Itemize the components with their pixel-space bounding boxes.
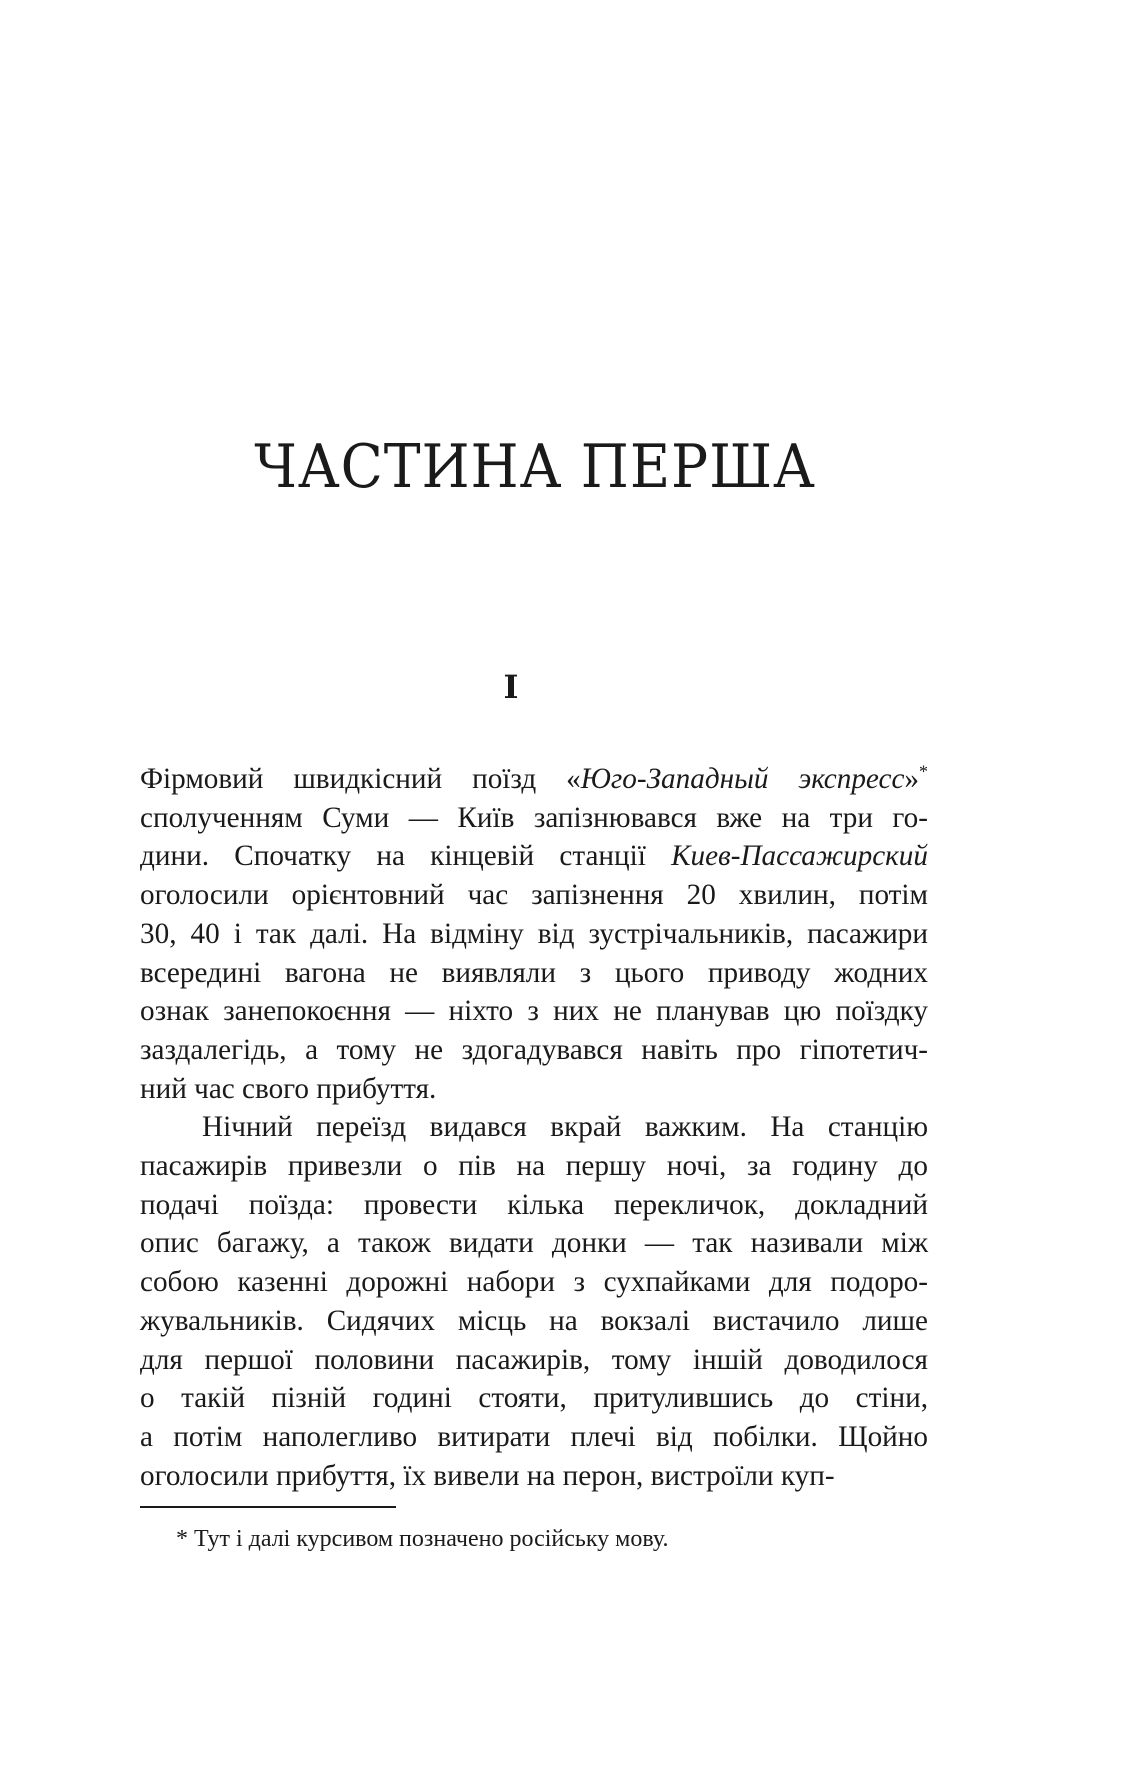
text-line: дини. Спочатку на кінцевій станції Киев-Пассажирский (140, 840, 928, 873)
text-line: подачі поїзда: провести кілька перекличок, докладний (140, 1188, 928, 1221)
text-line: ний час свого прибуття. (140, 1072, 437, 1105)
text-line: оголосили орієнтовний час запізнення 20 хвилин, потім (140, 879, 928, 912)
text-line: опис багажу, а також видати донки — так називали між (140, 1227, 928, 1260)
footnote: * Тут і далі курсивом позначено російську мову. (176, 1526, 669, 1552)
part-title: ЧАСТИНА ПЕРША (254, 432, 816, 502)
text-line: 30, 40 і так далі. На відміну від зустрічальників, пасажири (140, 917, 928, 950)
text-line: Нічний переїзд видався вкрай важким. На станцію (202, 1111, 928, 1144)
footnote-marker: * (919, 761, 928, 782)
text-line: заздалегідь, а тому не здогадувався навіть про гіпотетич- (140, 1033, 928, 1066)
text-line: пасажирів привезли о пів на першу ночі, за годину до (140, 1150, 928, 1183)
paragraph (140, 760, 928, 1108)
paragraph (140, 1108, 928, 1495)
text-line: ознак занепокоєння — ніхто з них не планував цю поїздку (140, 995, 928, 1028)
italic-text: Юго-Западный экспресс (580, 763, 905, 795)
chapter-number: I (503, 668, 519, 706)
text-line: а потім наполегливо витирати плечі від побілки. Щойно (140, 1420, 928, 1453)
italic-text: Киев-Пассажирский (671, 840, 928, 873)
text-line: всередині вагона не виявляли з цього приводу жодних (140, 956, 928, 989)
text-line: оголосили прибуття, їх вивели на перон, вистроїли куп- (140, 1459, 835, 1492)
text-line: сполученням Суми — Київ запізнювався вже на три го- (140, 801, 928, 834)
footnote-divider (140, 1506, 396, 1508)
text-line: собою казенні дорожні набори з сухпайками для подоро- (140, 1266, 928, 1299)
text-line: о такій пізній годині стояти, притулившись до стіни, (140, 1382, 928, 1415)
text-line: Фірмовий швидкісний поїзд «Юго-Западный экспресс»* (140, 761, 928, 795)
body-text (140, 760, 928, 1495)
text-line: для першої половини пасажирів, тому іншій доводилося (140, 1343, 928, 1376)
text-line: жувальників. Сидячих місць на вокзалі вистачило лише (140, 1304, 928, 1337)
